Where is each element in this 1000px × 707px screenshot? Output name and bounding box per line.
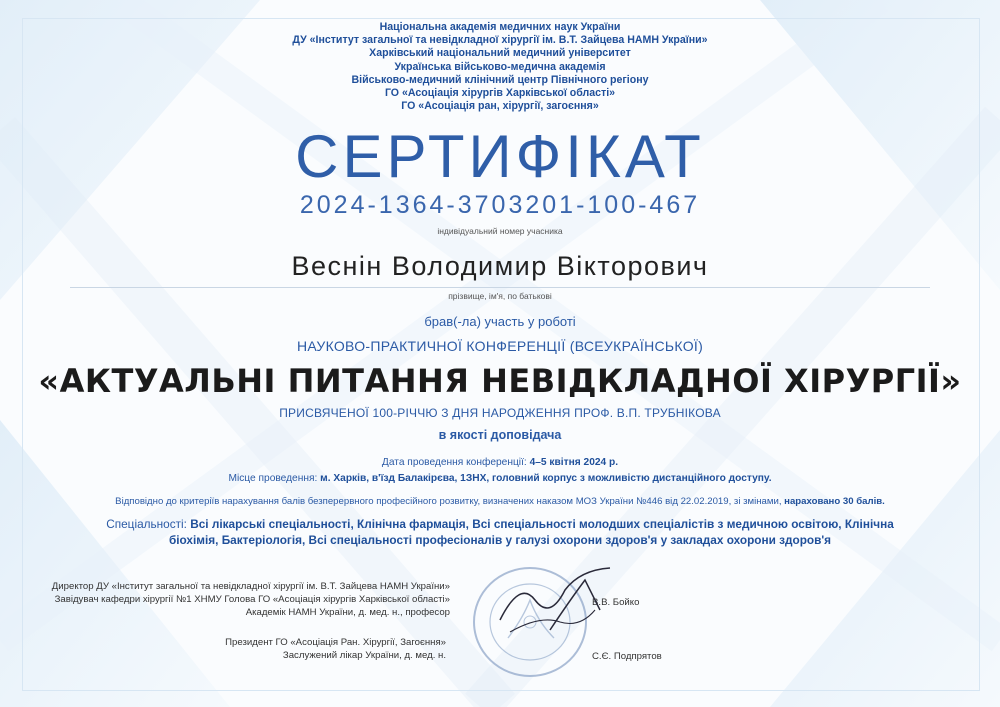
organization-line: Українська військово-медична академія bbox=[394, 60, 606, 73]
date-value: 4–5 квітня 2024 р. bbox=[529, 457, 619, 468]
participant-role: в якості доповідача bbox=[438, 428, 562, 442]
event-subtitle: ПРИСВЯЧЕНОЇ 100-РІЧЧЮ З ДНЯ НАРОДЖЕННЯ ПРОФ. В.П. ТРУБНІКОВА bbox=[279, 406, 721, 420]
participation-text: брав(-ла) участь у роботі bbox=[424, 314, 576, 329]
second-signatory-titles bbox=[30, 636, 446, 662]
points-value: нараховано 30 балів. bbox=[784, 496, 885, 507]
place-value: м. Харків, в'їзд Балакірєва, 1ЗНХ, головний корпус з можливістю дистанційного доступу. bbox=[320, 473, 772, 484]
event-type: НАУКОВО-ПРАКТИЧНОЇ КОНФЕРЕНЦІЇ (ВСЕУКРАЇНСЬКОЇ) bbox=[296, 338, 704, 354]
handwritten-signature-icon bbox=[490, 560, 630, 640]
second-signatory-name: С.Є. Подпрятов bbox=[592, 651, 662, 662]
certificate-title: СЕРТИФІКАТ bbox=[295, 123, 705, 190]
organization-line: ГО «Асоціація ран, хірургії, загоєння» bbox=[401, 100, 599, 113]
signatory-title-line: Завідувач кафедри хірургії №1 ХНМУ Голова ГО «Асоціація хірургів Харківської області» bbox=[54, 594, 450, 605]
organization-line: Харківський національний медичний університет bbox=[369, 47, 631, 60]
signatory-title-line: Президент ГО «Асоціація Ран. Хірургії, Загоєння» bbox=[225, 637, 446, 648]
first-signatory-titles bbox=[30, 580, 450, 619]
points-text: Відповідно до критеріїв нарахування балів безперервного професійного розвитку, визначених наказом МОЗ України №446 від 22.02.2019, зі змінами, bbox=[115, 496, 782, 507]
specialties-label: Спеціальності: bbox=[106, 517, 187, 531]
number-caption: індивідуальний номер учасника bbox=[437, 226, 563, 236]
organization-line: ГО «Асоціація хірургів Харківської області» bbox=[384, 87, 616, 100]
place-row bbox=[0, 473, 1000, 484]
signatory-title-line: Директор ДУ «Інститут загальної та невідкладної хірургії ім. В.Т. Зайцева НАМН України» bbox=[51, 581, 450, 592]
specialties-value: Всі лікарські спеціальності, Клінічна фармація, Всі спеціальності молодших спеціалістів з медичною освітою, Клінічна біохімія, Бактеріологія, Всі спеціальності професіоналів у галузі охорони здоров'я у закладах охорони здоров'я bbox=[168, 517, 894, 547]
organization-line: Національна академія медичних наук України bbox=[379, 21, 621, 33]
date-label: Дата проведення конференції: bbox=[381, 457, 527, 468]
name-underline bbox=[70, 287, 930, 288]
first-signatory-name: В.В. Бойко bbox=[592, 597, 640, 608]
organization-line: ДУ «Інститут загальної та невідкладної хірургії ім. В.Т. Зайцева НАМН України» bbox=[292, 34, 708, 47]
organization-line: Військово-медичний клінічний центр Північного регіону bbox=[351, 73, 649, 86]
organizations-list bbox=[0, 21, 1000, 113]
points-row bbox=[0, 496, 1000, 507]
date-row bbox=[0, 457, 1000, 468]
name-caption: прізвище, ім'я, по батькові bbox=[448, 291, 552, 301]
place-label: Місце проведення: bbox=[228, 473, 318, 484]
certificate-number: 2024-1364-3703201-100-467 bbox=[299, 191, 701, 219]
event-name: «АКТУАЛЬНІ ПИТАННЯ НЕВІДКЛАДНОЇ ХІРУРГІЇ» bbox=[38, 362, 962, 400]
participant-name: Веснін Володимир Вікторович bbox=[291, 251, 709, 281]
signatory-title-line: Заслужений лікар України, д. мед. н. bbox=[282, 650, 446, 661]
signatory-title-line: Академік НАМН України, д. мед. н., професор bbox=[245, 607, 450, 618]
specialties-block bbox=[88, 516, 912, 548]
